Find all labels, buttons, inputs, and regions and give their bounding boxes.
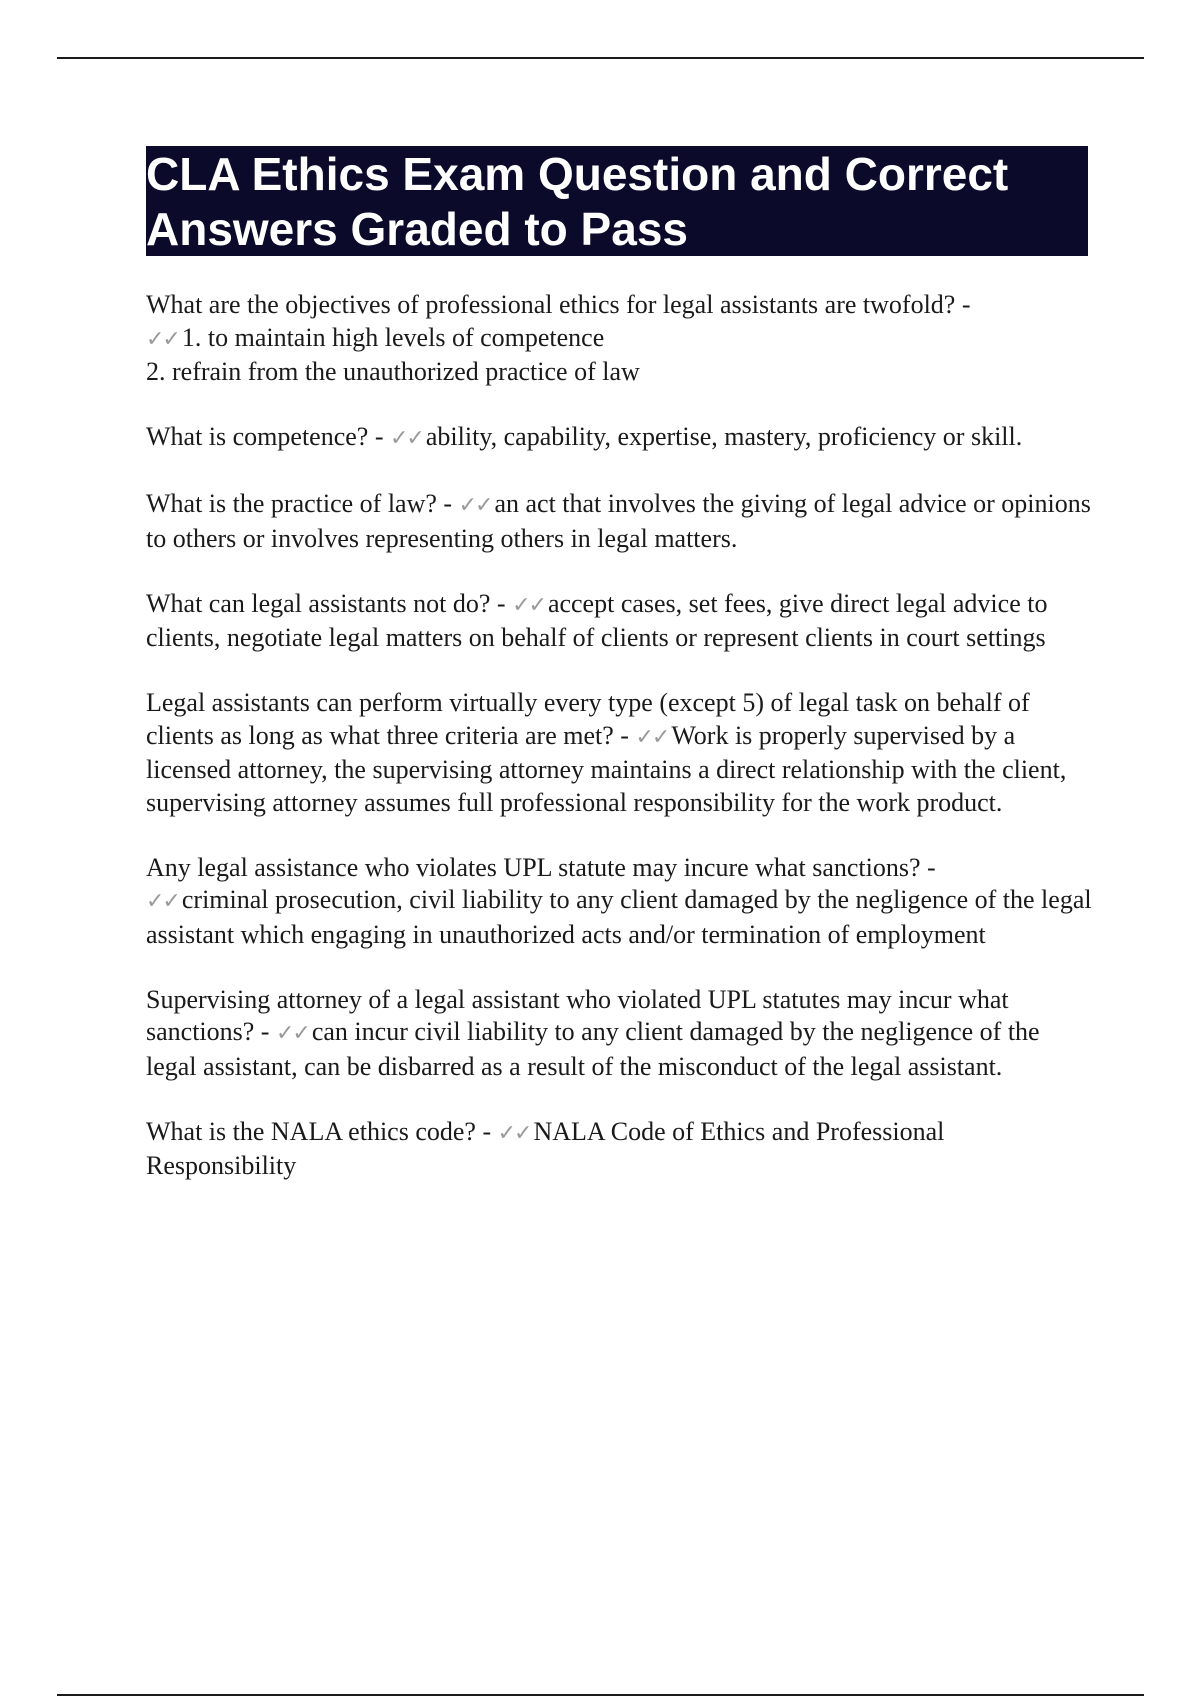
question-text: What can legal assistants not do? -	[146, 588, 506, 618]
answer-text: 1. to maintain high levels of competence 2. refrain from the unauthorized practice of law	[146, 322, 640, 386]
qa-list	[146, 289, 1096, 1215]
double-check-icon: ✓✓	[458, 493, 492, 518]
answer-text: ability, capability, expertise, mastery, proficiency or skill.	[425, 422, 1023, 451]
title-banner	[146, 146, 1088, 256]
document-title-line-2: Answers Graded to Pass	[146, 203, 688, 255]
document-title	[146, 147, 1088, 257]
double-check-icon: ✓✓	[146, 889, 179, 914]
answer-text: NALA Code of Ethics and Professional Responsibility	[146, 1116, 945, 1180]
bottom-rule	[57, 1694, 1144, 1696]
double-check-icon: ✓✓	[497, 1120, 531, 1146]
top-rule	[57, 57, 1144, 59]
question-text: Supervising attorney of a legal assistant who violated UPL statutes may incur what sanctions? -	[146, 984, 1009, 1046]
question-text: Any legal assistance who violates UPL statute may incure what sanctions? -	[146, 852, 936, 882]
qa-item-5	[146, 687, 1096, 819]
question-text: What is the practice of law? -	[146, 489, 453, 518]
qa-item-8	[146, 1116, 1096, 1183]
question-text: What is competence? -	[146, 422, 384, 451]
question-text: What are the objectives of professional ethics for legal assistants are twofold? -	[146, 290, 971, 319]
qa-item-4	[146, 588, 1096, 655]
double-check-icon: ✓✓	[390, 426, 423, 451]
answer-text: Work is properly supervised by a licensed attorney, the supervising attorney maintains a direct relationship with the client, supervising attorney assumes full professional responsibility for the work product.	[146, 720, 1067, 817]
answer-text: accept cases, set fees, give direct legal advice to clients, negotiate legal matters on behalf of clients or represent clients in court settings	[146, 588, 1048, 652]
question-text: What is the NALA ethics code? -	[146, 1116, 492, 1146]
answer-text: can incur civil liability to any client damaged by the negligence of the legal assistant, can be disbarred as a result of the misconduct of the legal assistant.	[146, 1017, 1040, 1081]
document-title-line-1: CLA Ethics Exam Question and Correct	[146, 148, 1009, 200]
qa-item-1	[146, 289, 1096, 389]
double-check-icon: ✓✓	[275, 1021, 309, 1046]
question-text: Legal assistants can perform virtually every type (except 5) of legal task on behalf of clients as long as what three criteria are met? -	[146, 688, 1030, 750]
qa-item-2	[146, 421, 1096, 456]
double-check-icon: ✓✓	[512, 592, 545, 618]
qa-item-3	[146, 488, 1096, 555]
answer-text: an act that involves the giving of legal advice or opinions to others or involves representing others in legal matters.	[146, 489, 1091, 553]
double-check-icon: ✓✓	[635, 724, 669, 750]
double-check-icon: ✓✓	[146, 326, 179, 352]
qa-item-7	[146, 984, 1096, 1084]
qa-item-6	[146, 852, 1096, 952]
answer-text: criminal prosecution, civil liability to any client damaged by the negligence of the legal assistant which engaging in unauthorized acts and/or termination of employment	[146, 885, 1092, 949]
